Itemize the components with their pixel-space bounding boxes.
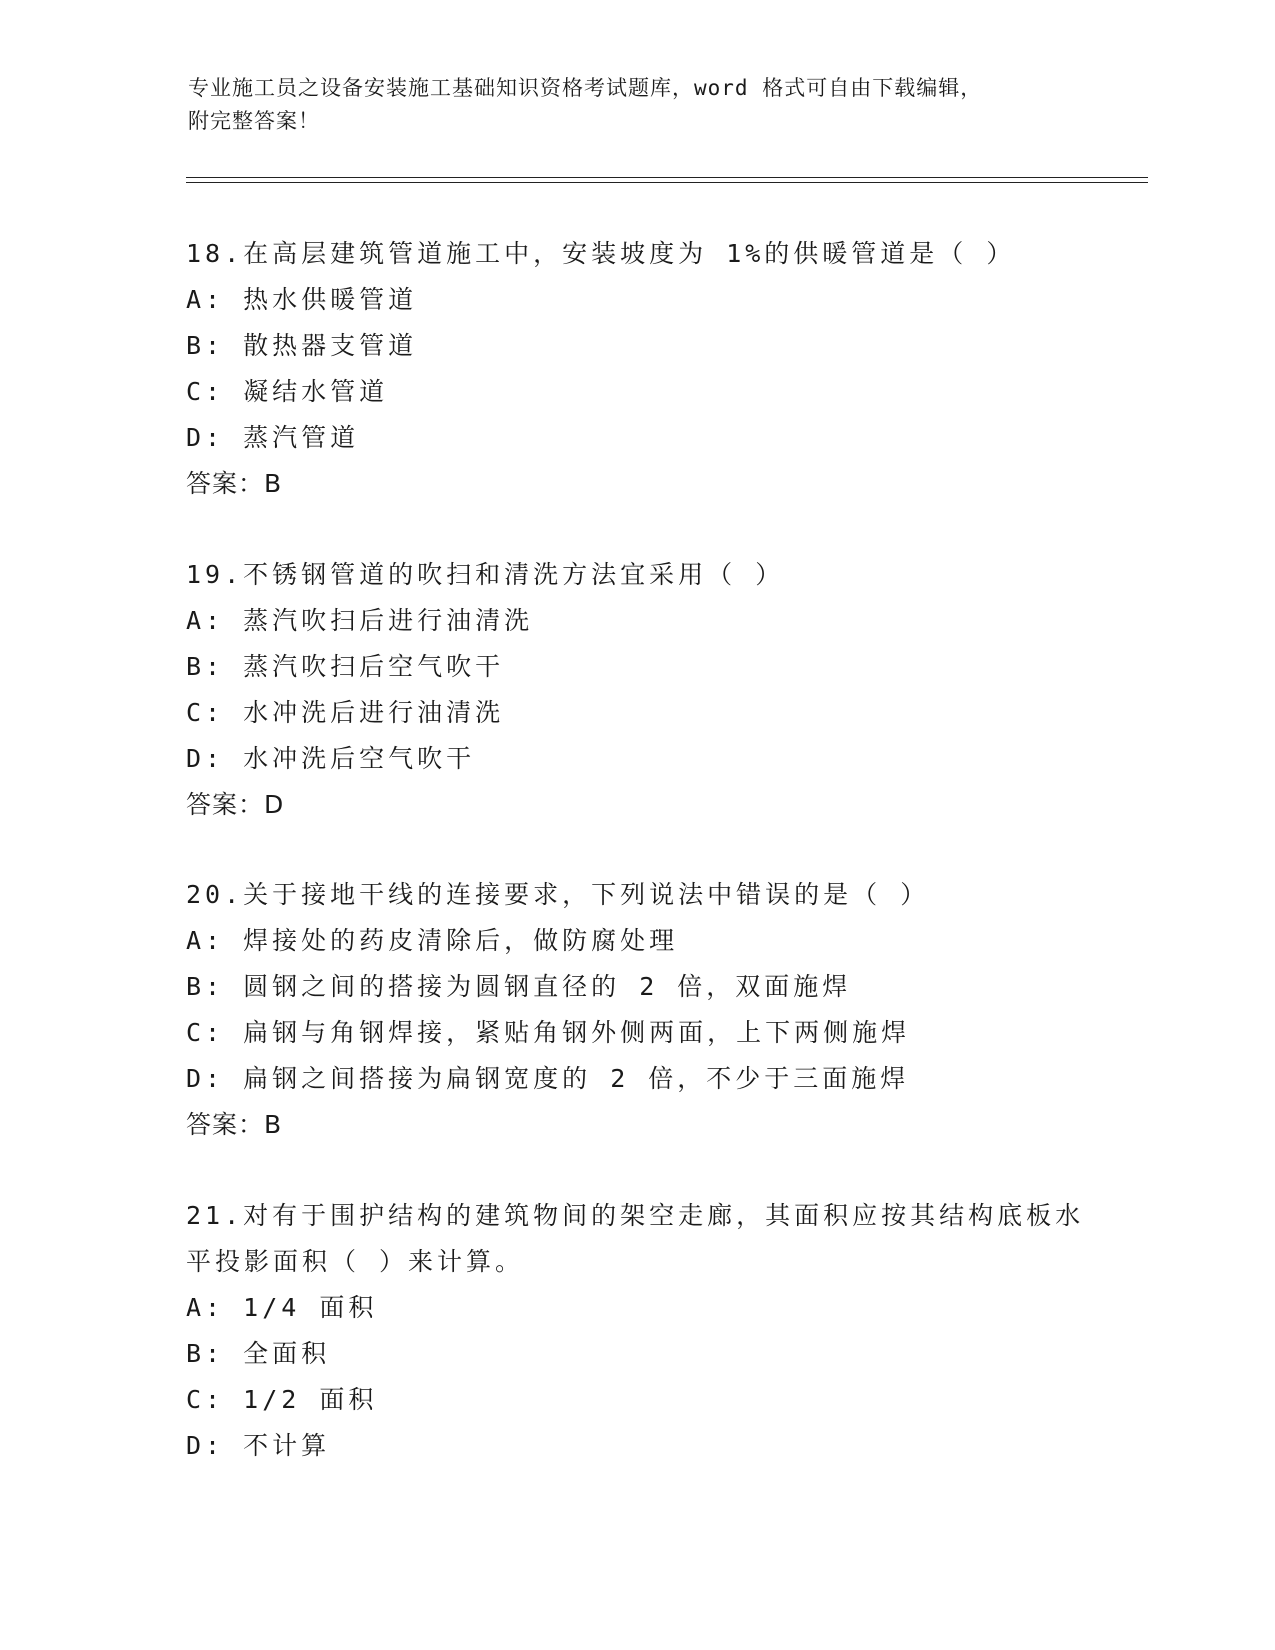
option-b: B: 全面积 (186, 1339, 331, 1368)
answer: 答案：B (186, 469, 283, 498)
header-divider-top (186, 177, 1148, 178)
answer: 答案：B (186, 1110, 283, 1139)
option-c: C: 凝结水管道 (186, 377, 389, 406)
option-a: A: 焊接处的药皮清除后，做防腐处理 (186, 926, 679, 955)
question-text: 18.在高层建筑管道施工中，安装坡度为 1%的供暖管道是（ ） (186, 239, 1016, 268)
option-d: D: 不计算 (186, 1431, 331, 1460)
question-text-line-1: 21.对有于围护结构的建筑物间的架空走廊，其面积应按其结构底板水 (186, 1201, 1085, 1230)
document-header (188, 72, 1088, 138)
header-line-1: 专业施工员之设备安装施工基础知识资格考试题库，word 格式可自由下载编辑， (188, 76, 983, 100)
question-text: 20.关于接地干线的连接要求，下列说法中错误的是（ ） (186, 880, 930, 909)
option-b: B: 蒸汽吹扫后空气吹干 (186, 652, 505, 681)
option-c: C: 水冲洗后进行油清洗 (186, 698, 505, 727)
question-20 (186, 872, 1086, 1148)
question-18 (186, 231, 1086, 507)
option-c: C: 扁钢与角钢焊接，紧贴角钢外侧两面，上下两侧施焊 (186, 1018, 911, 1047)
option-d: D: 蒸汽管道 (186, 423, 360, 452)
option-c: C: 1/2 面积 (186, 1385, 378, 1414)
header-line-2: 附完整答案！ (188, 109, 320, 133)
question-text-line-2: 平投影面积（ ）来计算。 (186, 1247, 525, 1276)
option-b: B: 散热器支管道 (186, 331, 418, 360)
question-21 (186, 1193, 1086, 1469)
header-divider-bottom (186, 182, 1148, 183)
option-b: B: 圆钢之间的搭接为圆钢直径的 2 倍，双面施焊 (186, 972, 852, 1001)
option-a: A: 1/4 面积 (186, 1293, 378, 1322)
question-text: 19.不锈钢管道的吹扫和清洗方法宜采用（ ） (186, 560, 785, 589)
option-a: A: 热水供暖管道 (186, 285, 418, 314)
option-d: D: 水冲洗后空气吹干 (186, 744, 476, 773)
option-a: A: 蒸汽吹扫后进行油清洗 (186, 606, 534, 635)
answer: 答案：D (186, 790, 285, 819)
question-19 (186, 552, 1086, 828)
option-d: D: 扁钢之间搭接为扁钢宽度的 2 倍，不少于三面施焊 (186, 1064, 910, 1093)
